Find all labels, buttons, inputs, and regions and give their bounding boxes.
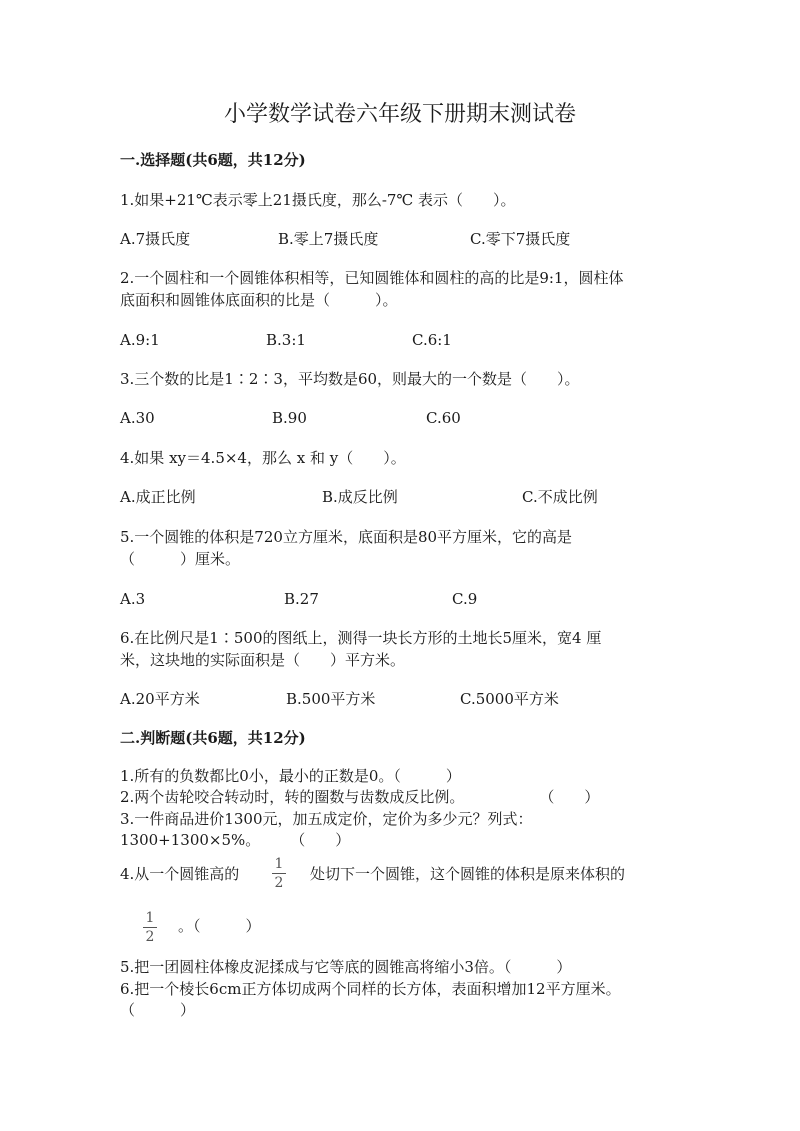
- judgment-6-line2: （ ）: [120, 1001, 196, 1019]
- judgment-3-line2: 1300+1300×5%。 （ ）: [120, 831, 351, 849]
- question-2-option-a: A.9:1: [120, 331, 160, 349]
- question-6-text-line2: 米，这块地的实际面积是（ ）平方米。: [120, 651, 406, 669]
- question-3-option-a: A.30: [120, 409, 155, 427]
- question-4-option-c: C.不成比例: [522, 488, 598, 506]
- fraction-one-half: [270, 856, 288, 891]
- question-3-text: 3.三个数的比是1∶2∶3，平均数是60，则最大的一个数是（ ）。: [120, 370, 580, 388]
- question-3-option-b: B.90: [272, 409, 307, 427]
- judgment-1: 1.所有的负数都比0小，最小的正数是0。（ ）: [120, 767, 461, 785]
- question-3-option-c: C.60: [426, 409, 461, 427]
- question-5-text-line1: 5.一个圆锥的体积是720立方厘米，底面积是80平方厘米，它的高是: [120, 528, 573, 546]
- question-2-option-b: B.3:1: [266, 331, 306, 349]
- question-1-option-a: A.7摄氏度: [120, 230, 191, 248]
- fraction-one-half-2: [141, 910, 159, 945]
- question-2-text-line2: 底面积和圆锥体底面积的比是（ ）。: [120, 291, 398, 309]
- question-5-option-b: B.27: [284, 590, 319, 608]
- fraction-denominator: 2: [145, 929, 155, 945]
- judgment-2: 2.两个齿轮咬合转动时，转的圈数与齿数成反比例。 （ ）: [120, 788, 600, 806]
- judgment-4-text-part1: 4.从一个圆锥高的: [120, 865, 240, 883]
- judgment-6-line1: 6.把一个棱长6cm正方体切成两个同样的长方体，表面积增加12平方厘米。: [120, 980, 621, 998]
- fraction-numerator: 1: [145, 910, 155, 926]
- question-6-option-c: C.5000平方米: [460, 690, 559, 708]
- section-2-heading: 二.判断题(共6题，共12分): [120, 729, 306, 747]
- question-5-option-c: C.9: [452, 590, 478, 608]
- question-6-option-a: A.20平方米: [120, 690, 200, 708]
- question-4-option-b: B.成反比例: [322, 488, 398, 506]
- fraction-bar: [272, 873, 286, 874]
- question-1-option-b: B.零上7摄氏度: [278, 230, 379, 248]
- judgment-3-line1: 3.一件商品进价1300元，加五成定价，定价为多少元？列式：: [120, 810, 533, 828]
- section-1-heading: 一.选择题(共6题，共12分): [120, 151, 306, 169]
- fraction-denominator: 2: [274, 875, 284, 891]
- judgment-4-text-part3: 。（ ）: [178, 917, 261, 935]
- page-title: 小学数学试卷六年级下册期末测试卷: [223, 102, 576, 127]
- question-1-option-c: C.零下7摄氏度: [470, 230, 571, 248]
- question-2-text-line1: 2.一个圆柱和一个圆锥体积相等，已知圆锥体和圆柱的高的比是9:1，圆柱体: [120, 269, 624, 287]
- question-2-option-c: C.6:1: [412, 331, 452, 349]
- question-6-option-b: B.500平方米: [286, 690, 376, 708]
- question-5-text-line2: （ ）厘米。: [120, 550, 241, 568]
- judgment-4-text-part2: 处切下一个圆锥，这个圆锥的体积是原来体积的: [310, 865, 626, 883]
- question-4-text: 4.如果 xy＝4.5×4，那么 x 和 y（ ）。: [120, 449, 406, 467]
- question-4-option-a: A.成正比例: [120, 488, 196, 506]
- fraction-bar: [143, 927, 157, 928]
- question-6-text-line1: 6.在比例尺是1∶500的图纸上，测得一块长方形的土地长5厘米，宽4 厘: [120, 629, 602, 647]
- fraction-numerator: 1: [274, 856, 284, 872]
- question-5-option-a: A.3: [120, 590, 146, 608]
- question-1-text: 1.如果+21℃表示零上21摄氏度，那么-7℃ 表示（ ）。: [120, 191, 516, 209]
- judgment-5: 5.把一团圆柱体橡皮泥揉成与它等底的圆锥高将缩小3倍。（ ）: [120, 958, 572, 976]
